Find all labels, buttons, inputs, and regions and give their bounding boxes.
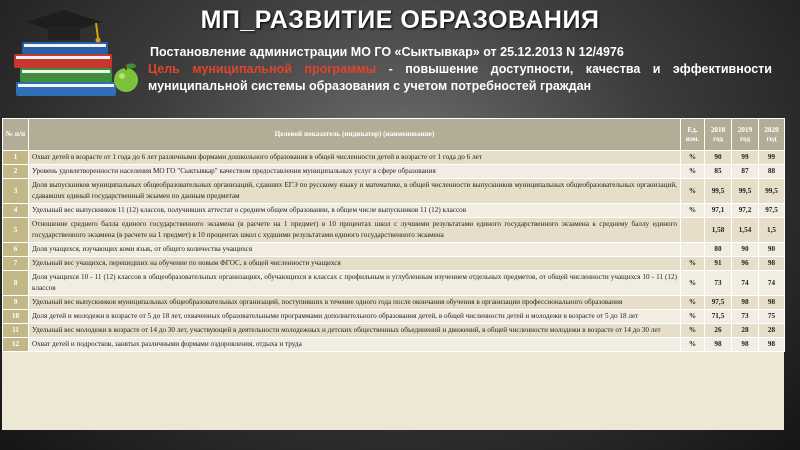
value-2018: 26 <box>705 324 732 338</box>
goal-text: - повышение доступности, качества и эффективности муниципальной системы образования с учетом потребностей граждан <box>148 62 772 93</box>
value-2020: 74 <box>759 271 785 296</box>
unit: % <box>681 271 705 296</box>
value-2019: 99 <box>732 151 759 165</box>
indicator-name: Доля выпускников муниципальных общеобразовательных организаций, сдавших ЕГЭ по русскому языку и математике, в общей численности выпускников муниципальных общеобразовательных организаций, сдававших единый государственный экзамен по данным предметам <box>29 179 681 204</box>
row-number: 1 <box>3 151 29 165</box>
books-graduation-cap-apple-icon <box>4 4 142 104</box>
value-2019: 96 <box>732 257 759 271</box>
row-number: 4 <box>3 204 29 218</box>
unit: % <box>681 338 705 352</box>
unit <box>681 243 705 257</box>
indicator-name: Охват детей и подростков, занятых различными формами оздоровления, отдыха и труда <box>29 338 681 352</box>
row-number: 10 <box>3 310 29 324</box>
goal-lead: Цель муниципальной программы <box>148 62 377 76</box>
indicator-name: Удельный вес выпускников муниципальных общеобразовательных организаций, поступивших в течение одного года после окончания обучения в организации профессионального образования <box>29 296 681 310</box>
table-row <box>3 310 785 324</box>
value-2018: 98 <box>705 338 732 352</box>
value-2020: 1,5 <box>759 218 785 243</box>
value-2019: 87 <box>732 165 759 179</box>
value-2018: 80 <box>705 243 732 257</box>
value-2019: 99,5 <box>732 179 759 204</box>
row-number: 5 <box>3 218 29 243</box>
unit: % <box>681 324 705 338</box>
indicator-name: Отношение среднего балла единого государственного экзамена (в расчете на 1 предмет) в 10 процентах школ с лучшими результатами единого государственного экзамена к среднему баллу единого государственного экзамена (в расчете на 1 предмет) в 10 процентах школ с худшими результатами единого государственного экзамена <box>29 218 681 243</box>
value-2019: 73 <box>732 310 759 324</box>
value-2019: 1,54 <box>732 218 759 243</box>
header-2018: 2018 год <box>705 119 732 151</box>
table-row <box>3 204 785 218</box>
value-2018: 99,5 <box>705 179 732 204</box>
table-row <box>3 324 785 338</box>
value-2020: 98 <box>759 296 785 310</box>
value-2020: 90 <box>759 243 785 257</box>
indicator-name: Охват детей в возрасте от 1 года до 6 лет различными формами дошкольного образования в общей численности детей в возрасте от 1 года до 6 лет <box>29 151 681 165</box>
header-2020: 2020 год <box>759 119 785 151</box>
table-row <box>3 243 785 257</box>
indicator-name: Доля учащихся, изучающих коми язык, от общего количества учащихся <box>29 243 681 257</box>
value-2018: 71,5 <box>705 310 732 324</box>
row-number: 11 <box>3 324 29 338</box>
unit: % <box>681 296 705 310</box>
value-2020: 97,5 <box>759 204 785 218</box>
value-2019: 90 <box>732 243 759 257</box>
value-2019: 28 <box>732 324 759 338</box>
row-number: 6 <box>3 243 29 257</box>
unit: % <box>681 257 705 271</box>
row-number: 7 <box>3 257 29 271</box>
header-2019: 2019 год <box>732 119 759 151</box>
row-number: 9 <box>3 296 29 310</box>
value-2018: 91 <box>705 257 732 271</box>
header-indicator: Целевой показатель (индикатор) (наименование) <box>29 119 681 151</box>
row-number: 8 <box>3 271 29 296</box>
page-title: МП_РАЗВИТИЕ ОБРАЗОВАНИЯ <box>200 6 600 34</box>
unit: % <box>681 179 705 204</box>
indicator-name: Доля детей и молодежи в возрасте от 5 до 18 лет, охваченных образовательными программами дополнительного образования детей, в общей численности детей и молодежи в возрасте от 5 до 18 лет <box>29 310 681 324</box>
value-2020: 99,5 <box>759 179 785 204</box>
value-2020: 99 <box>759 151 785 165</box>
table-row <box>3 179 785 204</box>
value-2018: 73 <box>705 271 732 296</box>
value-2020: 88 <box>759 165 785 179</box>
table-row <box>3 271 785 296</box>
value-2018: 1,58 <box>705 218 732 243</box>
value-2018: 85 <box>705 165 732 179</box>
indicator-name: Доля учащихся 10 - 11 (12) классов в общеобразовательных организациях, обучающихся в классах с профильным и углубленным изучением отдельных предметов, от общей численности учащихся 10 - 11 (12) классов <box>29 271 681 296</box>
row-number: 3 <box>3 179 29 204</box>
unit <box>681 218 705 243</box>
indicator-name: Удельный вес выпускников 11 (12) классов, получивших аттестат о среднем общем образовании, в общем числе выпускников 11 (12) классов <box>29 204 681 218</box>
value-2018: 97,1 <box>705 204 732 218</box>
table-row <box>3 151 785 165</box>
value-2019: 97,2 <box>732 204 759 218</box>
unit: % <box>681 151 705 165</box>
value-2019: 98 <box>732 296 759 310</box>
table-row <box>3 218 785 243</box>
table-row <box>3 296 785 310</box>
table-header-row <box>3 119 785 151</box>
value-2019: 74 <box>732 271 759 296</box>
row-number: 12 <box>3 338 29 352</box>
table-row <box>3 338 785 352</box>
row-number: 2 <box>3 165 29 179</box>
decree-reference: Постановление администрации МО ГО «Сыктывкар» от 25.12.2013 N 12/4976 <box>150 45 624 59</box>
unit: % <box>681 310 705 324</box>
indicator-name: Уровень удовлетворенности населения МО ГО "Сыктывкар" качеством предоставления муниципальных услуг в сфере образования <box>29 165 681 179</box>
value-2020: 28 <box>759 324 785 338</box>
table-row <box>3 165 785 179</box>
value-2019: 98 <box>732 338 759 352</box>
header-unit: Ед. изм. <box>681 119 705 151</box>
header-number: № п/п <box>3 119 29 151</box>
value-2020: 75 <box>759 310 785 324</box>
indicators-table <box>2 118 785 352</box>
indicators-table-container <box>2 118 784 430</box>
value-2020: 98 <box>759 257 785 271</box>
value-2018: 97,5 <box>705 296 732 310</box>
value-2020: 98 <box>759 338 785 352</box>
indicator-name: Удельный вес учащихся, перешедших на обучение по новым ФГОС, в общей численности учащихся <box>29 257 681 271</box>
program-goal <box>148 61 772 95</box>
indicator-name: Удельный вес молодежи в возрасте от 14 до 30 лет, участвующей в деятельности молодежных и детских общественных объединений и движений, в общей численности молодежи в возрасте от 14 до 30 лет <box>29 324 681 338</box>
value-2018: 90 <box>705 151 732 165</box>
table-row <box>3 257 785 271</box>
unit: % <box>681 165 705 179</box>
unit: % <box>681 204 705 218</box>
